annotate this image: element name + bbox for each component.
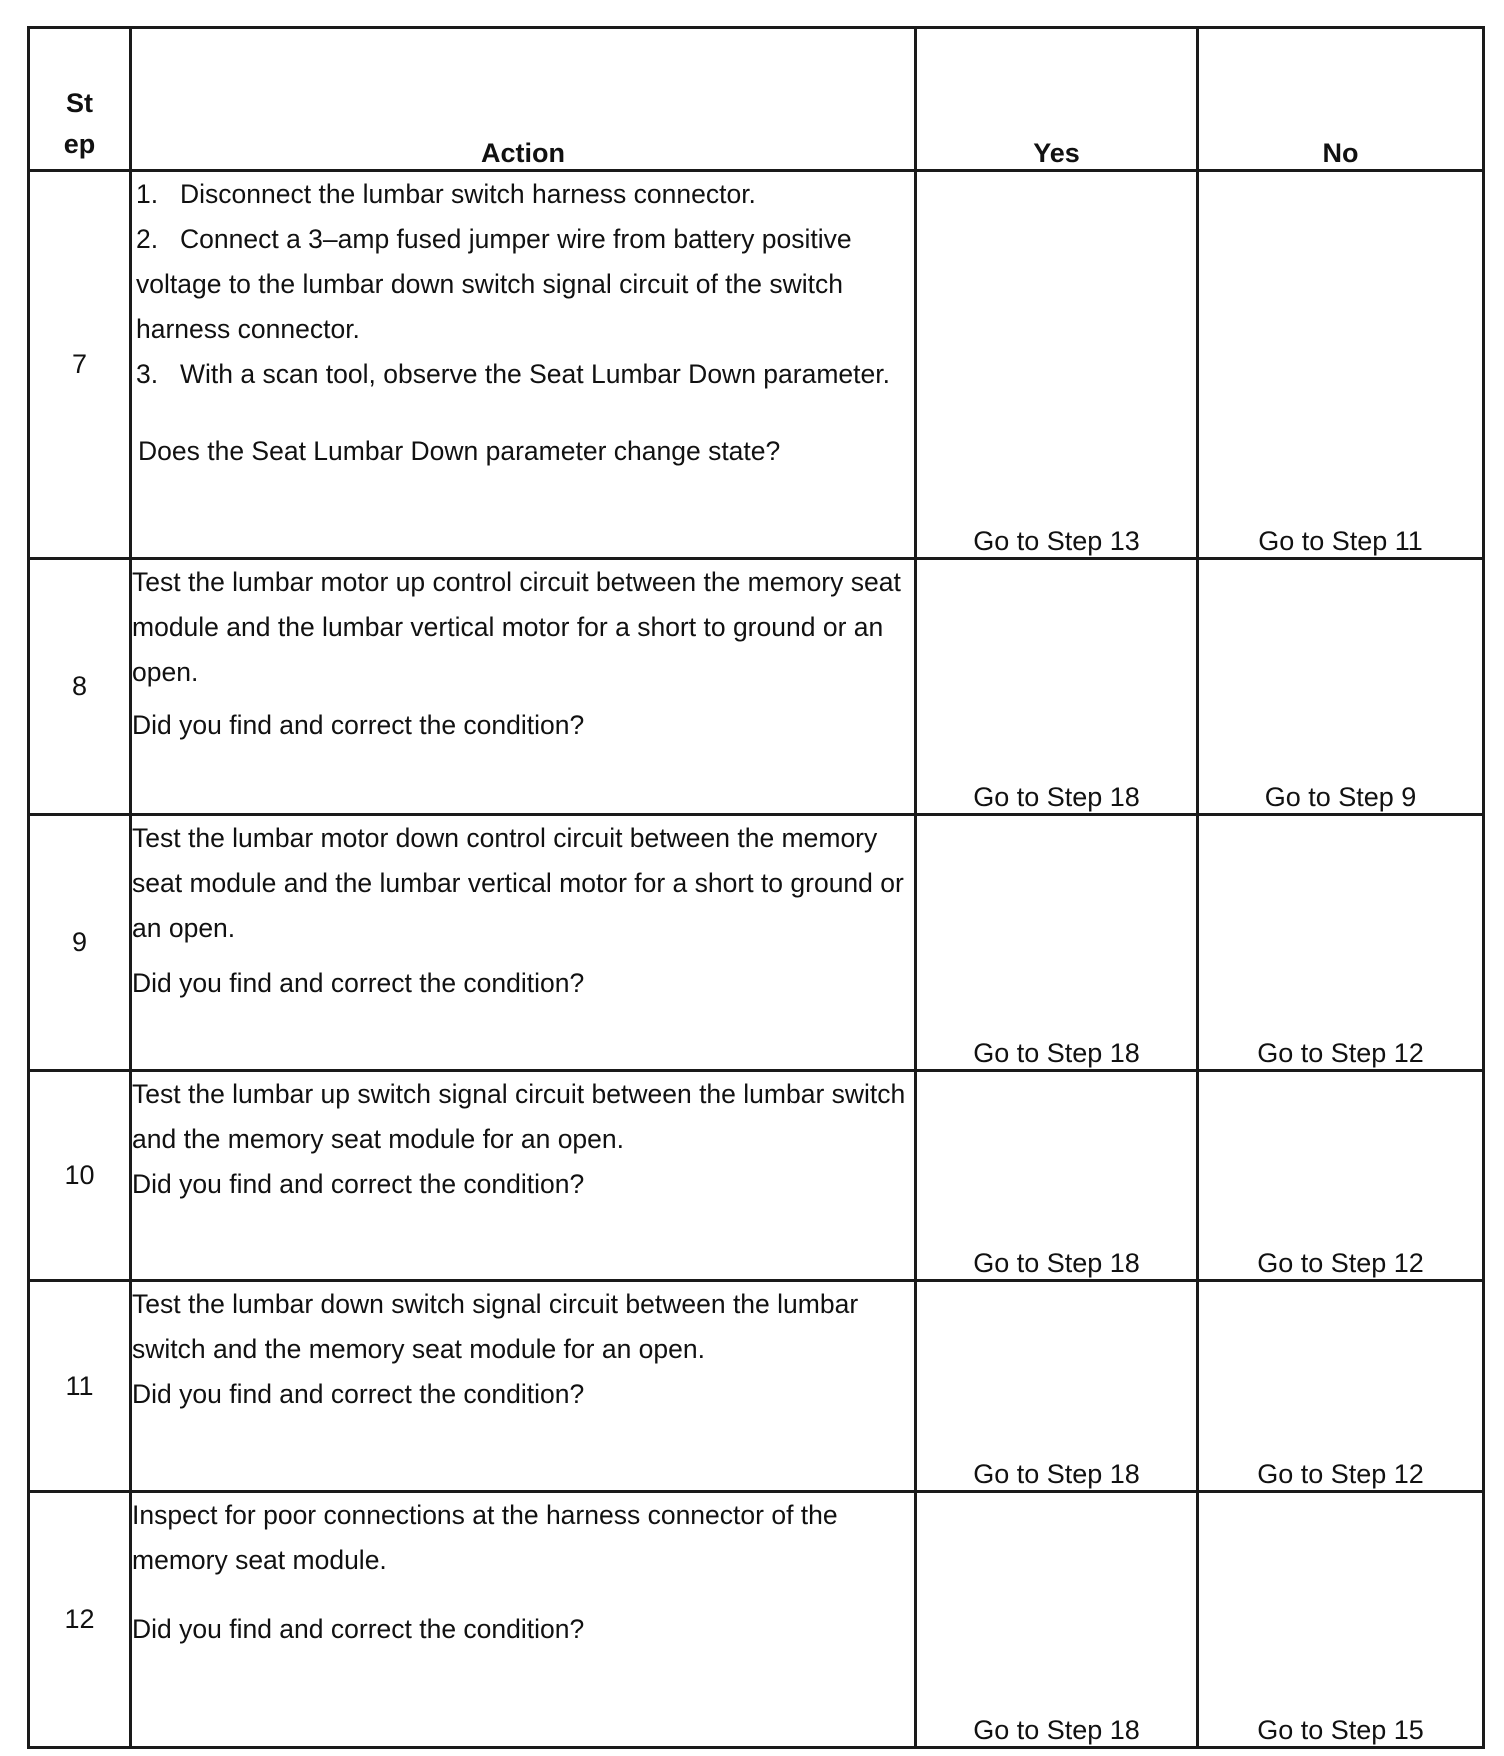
yes-result: Go to Step 18 <box>916 559 1198 815</box>
header-step-line1: St <box>66 88 93 118</box>
action-list-item: 3. With a scan tool, observe the Seat Lumbar Down parameter. <box>136 359 890 389</box>
table-row <box>29 1492 1484 1748</box>
action-question: Did you find and correct the condition? <box>132 710 585 740</box>
action-list-item: 2. Connect a 3–amp fused jumper wire from battery positive voltage to the lumbar down switch signal circuit of the switch harness connector. <box>136 224 852 344</box>
diagnostic-table <box>27 26 1485 1749</box>
header-step <box>29 28 131 171</box>
header-no: No <box>1198 28 1484 171</box>
step-number: 12 <box>29 1492 131 1748</box>
action-item-text: With a scan tool, observe the Seat Lumbar Down parameter. <box>180 359 890 389</box>
action-text: Test the lumbar up switch signal circuit between the lumbar switch and the memory seat module for an open. <box>132 1079 906 1154</box>
action-text: Inspect for poor connections at the harness connector of the memory seat module. <box>132 1500 838 1575</box>
step-number: 8 <box>29 559 131 815</box>
step-number: 10 <box>29 1071 131 1281</box>
step-number: 9 <box>29 815 131 1071</box>
header-yes: Yes <box>916 28 1198 171</box>
no-result: Go to Step 12 <box>1198 1281 1484 1492</box>
table-row <box>29 1281 1484 1492</box>
action-cell <box>131 1281 916 1492</box>
no-result: Go to Step 12 <box>1198 815 1484 1071</box>
no-result: Go to Step 12 <box>1198 1071 1484 1281</box>
action-text: Test the lumbar motor down control circuit between the memory seat module and the lumbar vertical motor for a short to ground or an open. <box>132 823 904 943</box>
action-question: Did you find and correct the condition? <box>132 1379 585 1409</box>
action-cell <box>131 559 916 815</box>
table-row <box>29 559 1484 815</box>
no-result: Go to Step 9 <box>1198 559 1484 815</box>
action-cell <box>131 1492 916 1748</box>
step-number: 11 <box>29 1281 131 1492</box>
action-item-text: Connect a 3–amp fused jumper wire from battery positive voltage to the lumbar down switch signal circuit of the switch harness connector. <box>136 224 852 344</box>
no-result: Go to Step 15 <box>1198 1492 1484 1748</box>
action-cell <box>131 1071 916 1281</box>
action-question: Did you find and correct the condition? <box>132 1169 585 1199</box>
no-result: Go to Step 11 <box>1198 171 1484 559</box>
table-row <box>29 815 1484 1071</box>
table-row <box>29 1071 1484 1281</box>
yes-result: Go to Step 18 <box>916 1492 1198 1748</box>
action-cell <box>131 815 916 1071</box>
yes-result: Go to Step 13 <box>916 171 1198 559</box>
action-question: Does the Seat Lumbar Down parameter change state? <box>138 436 781 466</box>
step-number: 7 <box>29 171 131 559</box>
action-question: Did you find and correct the condition? <box>132 1614 585 1644</box>
action-text: Test the lumbar motor up control circuit between the memory seat module and the lumbar vertical motor for a short to ground or an open. <box>132 567 901 687</box>
yes-result: Go to Step 18 <box>916 815 1198 1071</box>
header-action: Action <box>131 28 916 171</box>
action-list-item: 1. Disconnect the lumbar switch harness connector. <box>136 179 756 209</box>
action-question: Did you find and correct the condition? <box>132 968 585 998</box>
action-text: Test the lumbar down switch signal circuit between the lumbar switch and the memory seat module for an open. <box>132 1289 859 1364</box>
header-step-line2: ep <box>63 129 96 159</box>
table-header-row <box>29 28 1484 171</box>
action-item-text: Disconnect the lumbar switch harness connector. <box>180 179 756 209</box>
action-cell <box>131 171 916 559</box>
table-row <box>29 171 1484 559</box>
yes-result: Go to Step 18 <box>916 1281 1198 1492</box>
yes-result: Go to Step 18 <box>916 1071 1198 1281</box>
